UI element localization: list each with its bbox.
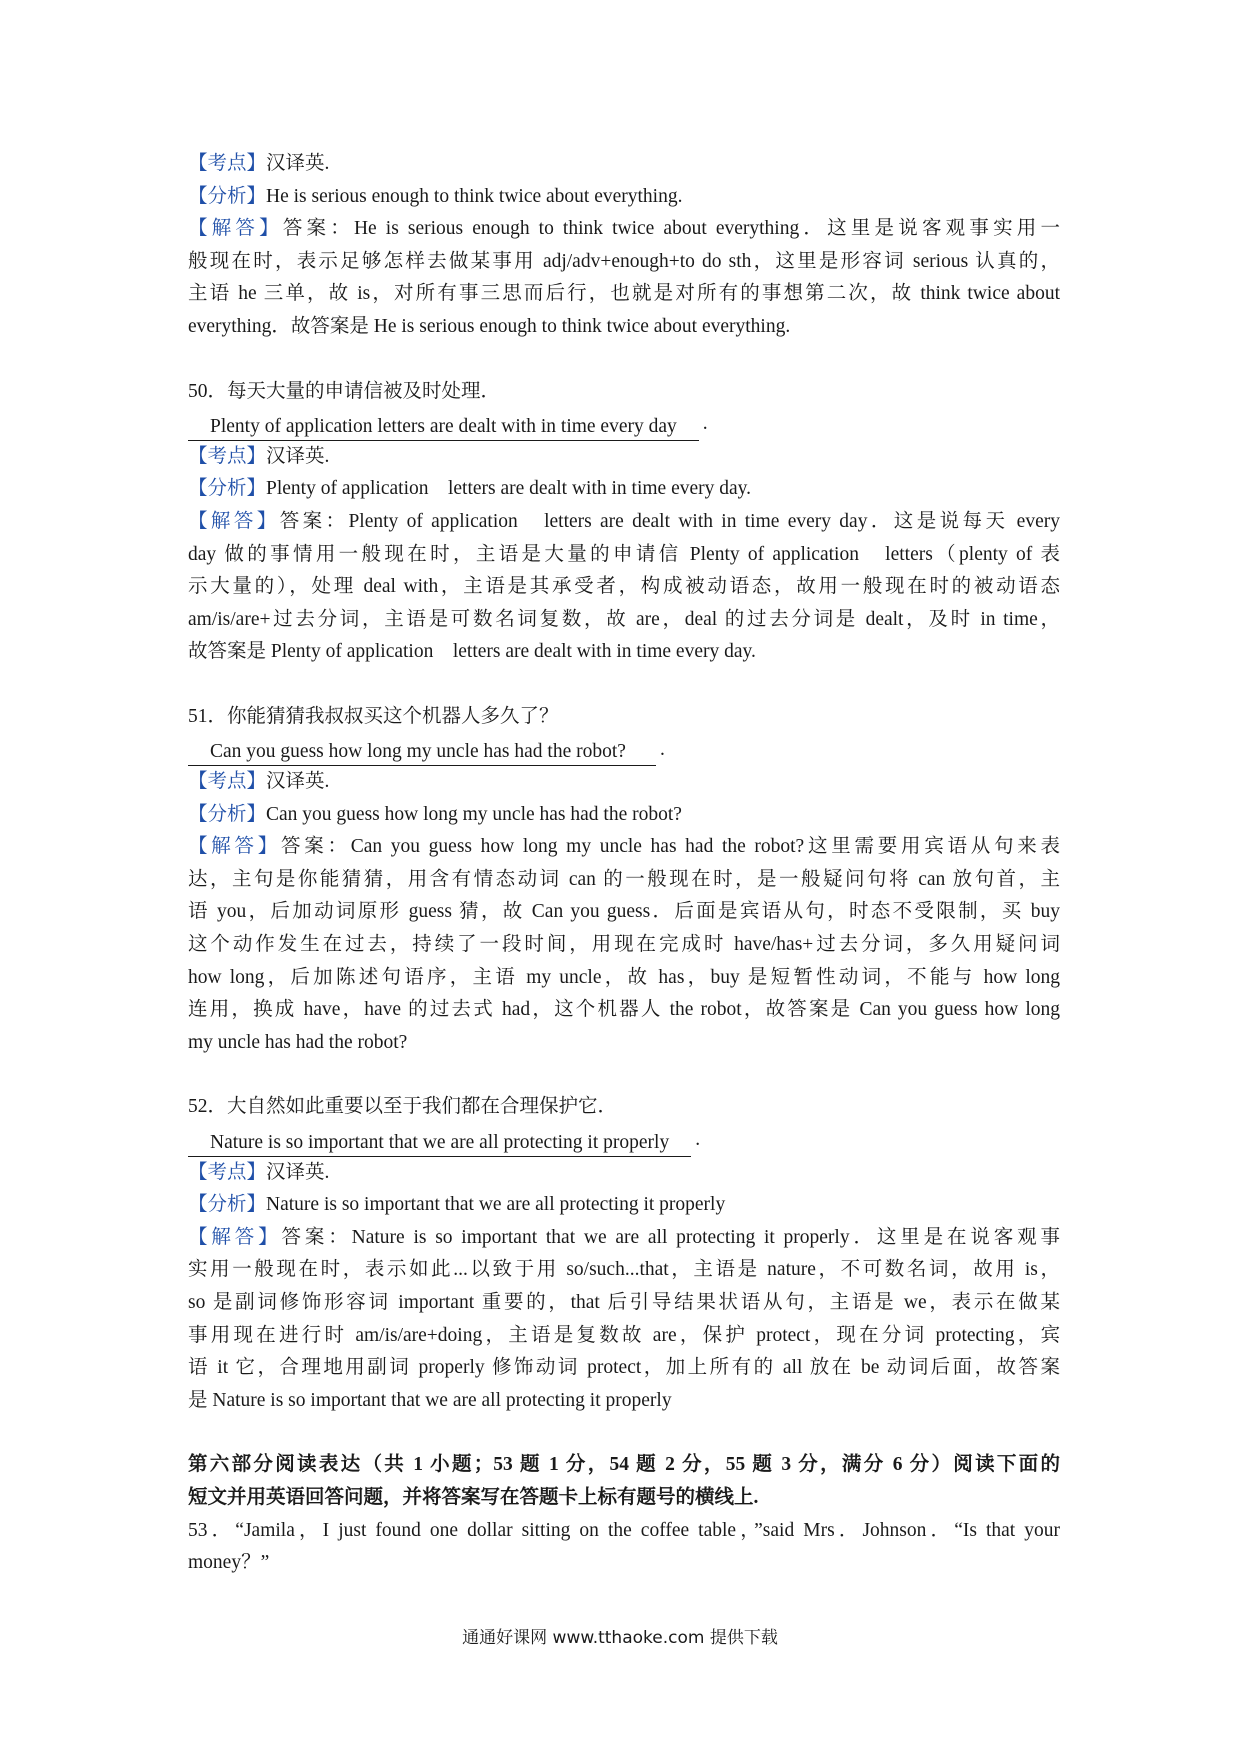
q51-jieda-line: 语 you，后加动词原形 guess 猜，故 Can you guess．后面是宾语从句，时态不受限制，买 buy	[188, 901, 1060, 923]
document-page	[188, 148, 1060, 1580]
jieda-tag: 【解答】	[188, 836, 282, 858]
fenxi-tag: 【分析】	[188, 185, 267, 207]
kaodian-tag: 【考点】	[188, 1161, 267, 1183]
q52-question: 52．大自然如此重要以至于我们都在合理保护它．	[188, 1096, 618, 1118]
q50-kaodian: 【考点】汉译英.	[188, 445, 330, 467]
q50-question: 50．每天大量的申请信被及时处理．	[188, 380, 501, 402]
q51-jieda-line: 达，主句是你能猜猜，用含有情态动词 can 的一般现在时，是一般疑问句将 can 放句首，主	[188, 868, 1060, 890]
part6-heading: 第六部分阅读表达（共 1 小题；53 题 1 分，54 题 2 分，55 题 3 分，满分 6 分）阅读下面的	[188, 1454, 1060, 1476]
q50-answer: Plenty of application letters are dealt with in time every day .	[188, 408, 1060, 441]
q51-answer: Can you guess how long my uncle has had the robot? .	[188, 734, 1060, 767]
q52-jieda-line: 是 Nature is so important that we are all protecting it properly	[188, 1389, 672, 1411]
q51-jieda-line: 【解答】答案：Can you guess how long my uncle has had the robot?这里需要用宾语从句来表	[188, 836, 1060, 858]
q52-answer: Nature is so important that we are all protecting it properly .	[188, 1124, 1060, 1157]
q53-text: money？”	[188, 1552, 270, 1574]
q49-jieda-line: 主语 he 三单，故 is，对所有事三思而后行，也就是对所有的事想第二次，故 think twice about	[188, 283, 1060, 305]
q49-kaodian	[188, 148, 1060, 181]
fenxi-tag: 【分析】	[188, 1194, 267, 1216]
q50-jieda-line: 【解答】答案：Plenty of application letters are dealt with in time every day．这是说每天 every	[188, 510, 1060, 532]
q50-jieda-line: 故答案是 Plenty of application letters are dealt with in time every day.	[188, 641, 756, 663]
q49-fenxi	[188, 181, 1060, 214]
page-footer: 通通好课网 www.tthaoke.com 提供下载	[462, 1628, 778, 1648]
q51-question: 51．你能猜猜我叔叔买这个机器人多久了？	[188, 705, 559, 727]
q52-kaodian: 【考点】汉译英.	[188, 1161, 330, 1183]
q52-fenxi: 【分析】Nature is so important that we are all protecting it properly	[188, 1194, 726, 1216]
q51-kaodian: 【考点】汉译英.	[188, 771, 330, 793]
kaodian-tag: 【考点】	[188, 153, 267, 174]
q52-jieda-line: 实用一般现在时，表示如此...以致于用 so/such...that，主语是 nature，不可数名词，故用 is，	[188, 1259, 1060, 1281]
q49-jieda-line: everything．故答案是 He is serious enough to think twice about everything.	[188, 315, 791, 337]
kaodian-tag: 【考点】	[188, 445, 267, 467]
q51-jieda-line: how long，后加陈述句语序，主语 my uncle，故 has，buy 是短暂性动词，不能与 how long	[188, 966, 1060, 988]
kaodian-text: 汉译英.	[266, 153, 330, 174]
q51-jieda-line: 这个动作发生在过去，持续了一段时间，用现在完成时 have/has+过去分词，多久用疑问词	[188, 934, 1060, 956]
fenxi-tag: 【分析】	[188, 803, 267, 825]
q50-fenxi: 【分析】Plenty of application letters are dealt with in time every day.	[188, 478, 752, 500]
kaodian-tag: 【考点】	[188, 771, 267, 793]
q53-text: 53．“Jamila，I just found one dollar sitting on the coffee table，”said Mrs．Johnson．“Is that your	[188, 1519, 1060, 1541]
q52-jieda-line: 语 it 它，合理地用副词 properly 修饰动词 protect，加上所有的 all 放在 be 动词后面，故答案	[188, 1357, 1060, 1379]
fenxi-text: He is serious enough to think twice about everything.	[266, 185, 683, 207]
answer-underline: Can you guess how long my uncle has had the robot?	[188, 739, 656, 766]
jieda-tag: 【解答】	[188, 218, 283, 240]
part6-heading: 短文并用英语回答问题，并将答案写在答题卡上标有题号的横线上.	[188, 1486, 759, 1508]
answer-underline: Plenty of application letters are dealt with in time every day	[188, 414, 699, 441]
q52-jieda-line: 【解答】答案：Nature is so important that we are all protecting it properly．这里是在说客观事	[188, 1226, 1060, 1248]
q52-jieda-line: 事用现在进行时 am/is/are+doing，主语是复数故 are，保护 protect，现在分词 protecting，宾	[188, 1324, 1060, 1346]
q50-jieda-line: am/is/are+过去分词，主语是可数名词复数，故 are，deal 的过去分词是 dealt，及时 in time，	[188, 608, 1060, 630]
q52-jieda-line: so 是副词修饰形容词 important 重要的，that 后引导结果状语从句，主语是 we，表示在做某	[188, 1292, 1060, 1313]
q50-jieda-line: day 做的事情用一般现在时，主语是大量的申请信 Plenty of application letters（plenty of 表	[188, 543, 1060, 565]
q51-fenxi: 【分析】Can you guess how long my uncle has had the robot?	[188, 803, 682, 825]
jieda-tag: 【解答】	[188, 1226, 282, 1248]
jieda-tag: 【解答】	[188, 510, 280, 532]
answer-underline: Nature is so important that we are all protecting it properly	[188, 1130, 691, 1157]
q51-jieda-line: my uncle has had the robot?	[188, 1031, 408, 1053]
q51-jieda-line: 连用，换成 have，have 的过去式 had，这个机器人 the robot，故答案是 Can you guess how long	[188, 999, 1060, 1021]
fenxi-tag: 【分析】	[188, 478, 267, 500]
q49-jieda-line: 【解答】答案：He is serious enough to think twice about everything．这里是说客观事实用一	[188, 218, 1060, 240]
q50-jieda-line: 示大量的），处理 deal with，主语是其承受者，构成被动语态，故用一般现在时的被动语态	[188, 576, 1060, 598]
q49-jieda-line: 般现在时，表示足够怎样去做某事用 adj/adv+enough+to do sth，这里是形容词 serious 认真的，	[188, 250, 1060, 272]
